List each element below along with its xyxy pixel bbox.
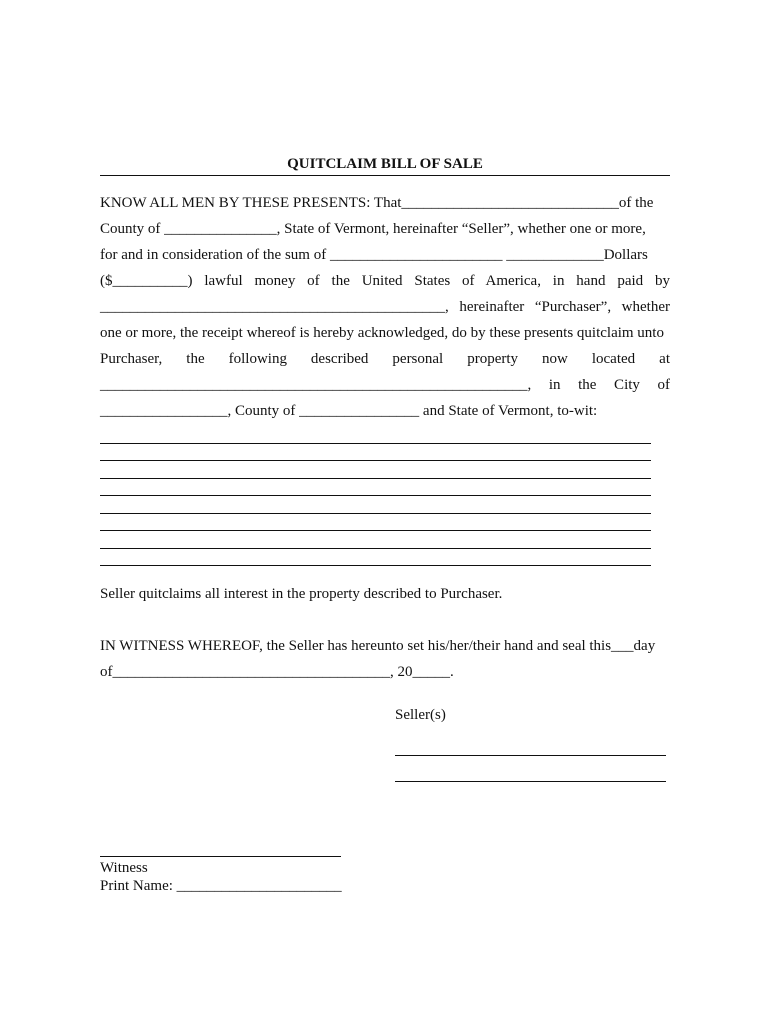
description-blank-line[interactable] bbox=[100, 548, 651, 549]
body-line-1: KNOW ALL MEN BY THESE PRESENTS: That_____________________________of the bbox=[100, 195, 654, 211]
body-line-4: ($__________) lawful money of the United States of America, in hand paid by bbox=[100, 273, 670, 289]
description-blank-line[interactable] bbox=[100, 530, 651, 531]
witness-label: Witness bbox=[100, 860, 148, 876]
body-line-5: ______________________________________________, hereinafter “Purchaser”, whether bbox=[100, 299, 670, 315]
description-blank-line[interactable] bbox=[100, 513, 651, 514]
quitclaim-statement: Seller quitclaims all interest in the property described to Purchaser. bbox=[100, 586, 503, 602]
body-line-8: _________________________________________________________, in the City of bbox=[100, 377, 670, 393]
witness-clause-line-1: IN WITNESS WHEREOF, the Seller has hereunto set his/her/their hand and seal this___day bbox=[100, 638, 656, 654]
body-line-2: County of _______________, State of Vermont, hereinafter “Seller”, whether one or more, bbox=[100, 221, 646, 237]
print-name-field: Print Name: ______________________ bbox=[100, 878, 342, 894]
witness-signature-line[interactable] bbox=[100, 856, 341, 857]
seller-signature-line[interactable] bbox=[395, 781, 666, 782]
description-blank-line[interactable] bbox=[100, 565, 651, 566]
seller-label: Seller(s) bbox=[395, 707, 446, 723]
description-blank-line[interactable] bbox=[100, 460, 651, 461]
document-title: QUITCLAIM BILL OF SALE bbox=[287, 156, 483, 172]
body-line-3: for and in consideration of the sum of _______________________ _____________Dollars bbox=[100, 247, 648, 263]
body-line-9: _________________, County of ________________ and State of Vermont, to-wit: bbox=[100, 403, 598, 419]
witness-clause-line-2: of_____________________________________, 20_____. bbox=[100, 664, 454, 680]
body-line-7: Purchaser, the following described personal property now located at bbox=[100, 351, 670, 367]
body-line-6: one or more, the receipt whereof is hereby acknowledged, do by these presents quitclaim unto bbox=[100, 325, 664, 341]
description-blank-line[interactable] bbox=[100, 478, 651, 479]
description-blank-line[interactable] bbox=[100, 495, 651, 496]
description-blank-line[interactable] bbox=[100, 443, 651, 444]
title-underline bbox=[100, 175, 670, 176]
seller-signature-line[interactable] bbox=[395, 755, 666, 756]
